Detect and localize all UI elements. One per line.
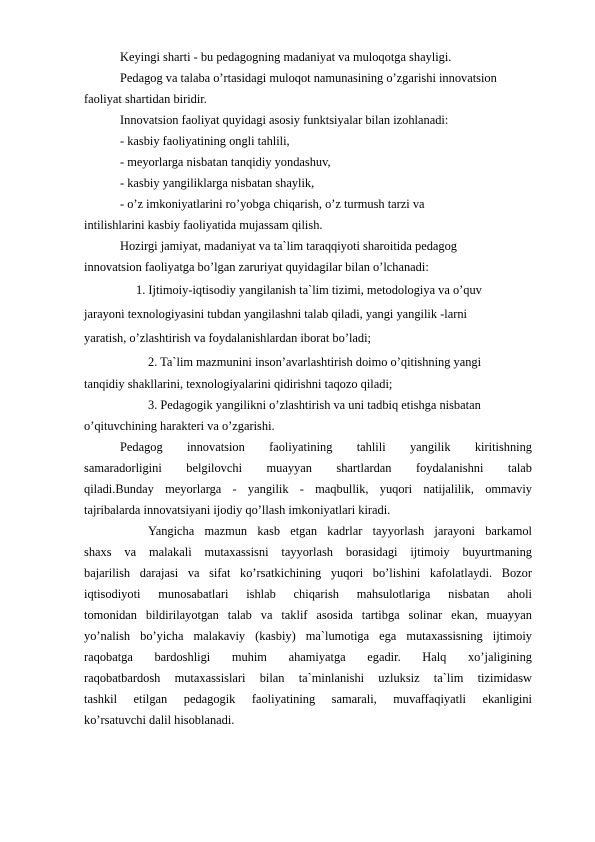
paragraph-innovation-analysis <box>84 437 532 521</box>
text-line: innovatsion faoliyatga bo’lgan zaruriyat quyidagilar bilan o’lchanadi: <box>84 260 429 274</box>
paragraph-line: Yangicha mazmun kasb etgan kadrlar tayyorlash jarayoni barkamol <box>148 524 532 538</box>
text-line: faoliyat shartidan biridir. <box>84 92 207 106</box>
paragraph-line: yo’nalish bo’yicha malakaviy (kasbiy) ma`lumotiga ega mutaxassisning ijtimoiy <box>84 629 532 643</box>
text-line: tanqidiy shakllarini, texnologiyalarini qidirishni taqozo qiladi; <box>84 377 393 391</box>
list-item: - meyorlarga nisbatan tanqidiy yondashuv, <box>120 155 331 169</box>
text-line: yaratish, o’zlashtirish va foydalanishlardan iborat bo’ladi; <box>84 331 371 345</box>
paragraph-line: qiladi.Bunday meyorlarga - yangilik - maqbullik, yuqori natijalilik, ommaviy <box>84 482 532 496</box>
paragraph-line: samaradorligini belgilovchi muayyan shartlardan foydalanishni talab <box>84 461 532 475</box>
numbered-item: 3. Pedagogik yangilikni o’zlashtirish va uni tadbiq etishga nisbatan <box>148 398 481 412</box>
paragraph-line: raqobatga bardoshligi muhim ahamiyatga egadir. Halq xo’jaligining <box>84 650 532 664</box>
list-item: - o’z imkoniyatlarini ro’yobga chiqarish, o’z turmush tarzi va <box>120 197 425 211</box>
paragraph-line: tashkil etilgan pedagogik faoliyatining samarali, muvaffaqiyatli ekanligini <box>84 692 532 706</box>
paragraph-line: Pedagog innovatsion faoliyatining tahlili yangilik kiritishning <box>120 440 532 454</box>
document-page <box>84 47 532 731</box>
paragraph-line: tajribalarda innovatsiyani ijodiy qo’llash imkoniyatlari kiradi. <box>84 503 391 517</box>
paragraph-personnel-training <box>84 521 532 731</box>
paragraph-line: tomonidan bildirilayotgan talab va taklif asosida tartibga solinar ekan, muayyan <box>84 608 532 622</box>
text-line: Innovatsion faoliyat quyidagi asosiy funktsiyalar bilan izohlanadi: <box>120 113 449 127</box>
paragraph-line: iqtisodiyoti munosabatlari ishlab chiqarish mahsulotlariga nisbatan aholi <box>84 587 532 601</box>
text-line: Pedagog va talaba o’rtasidagi muloqot namunasining o’zgarishi innovatsion <box>120 71 497 85</box>
text-line: jarayoni texnologiyasini tubdan yangilashni talab qiladi, yangi yangilik -larni <box>84 307 467 321</box>
paragraph-line: shaxs va malakali mutaxassisni tayyorlash borasidagi ijtimoiy buyurtmaning <box>84 545 532 559</box>
text-line: Hozirgi jamiyat, madaniyat va ta`lim taraqqiyoti sharoitida pedagog <box>120 239 457 253</box>
text-line: intilishlarini kasbiy faoliyatida mujassam qilish. <box>84 218 323 232</box>
list-item: - kasbiy yangiliklarga nisbatan shaylik, <box>120 176 315 190</box>
paragraph-line: ko’rsatuvchi dalil hisoblanadi. <box>84 713 235 727</box>
paragraph-line: raqobatbardosh mutaxassislari bilan ta`minlanishi uzluksiz ta`lim tizimidasw <box>84 671 532 685</box>
numbered-item: 1. Ijtimoiy-iqtisodiy yangilanish ta`lim tizimi, metodologiya va o’quv <box>136 283 482 297</box>
text-line: Keyingi sharti - bu pedagogning madaniyat va muloqotga shayligi. <box>120 50 452 64</box>
paragraph-line: bajarilish darajasi va sifat ko’rsatkichining yuqori bo’lishini kafolatlaydi. Bozor <box>84 566 532 580</box>
numbered-item: 2. Ta`lim mazmunini inson’avarlashtirish doimo o’qitishning yangi <box>148 355 482 369</box>
text-line: o’qituvchining harakteri va o’zgarishi. <box>84 419 275 433</box>
list-item: - kasbiy faoliyatining ongli tahlili, <box>120 134 290 148</box>
